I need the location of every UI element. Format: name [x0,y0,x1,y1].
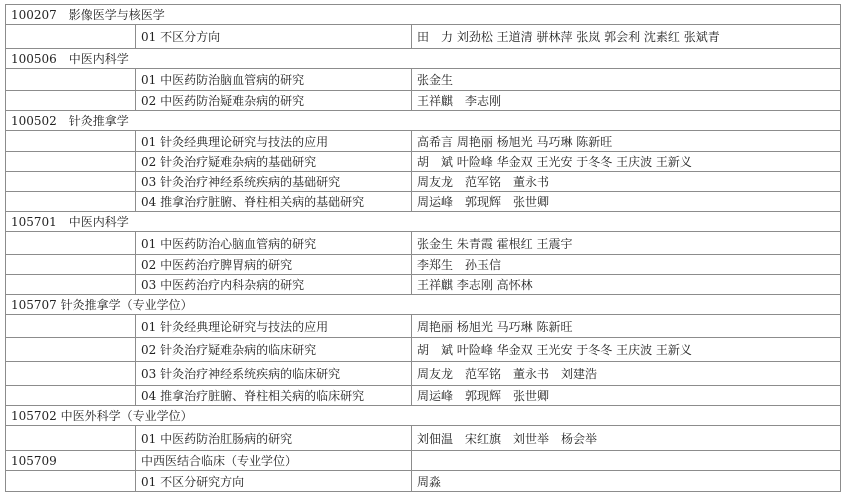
admissions-table [5,4,841,492]
major-row [6,49,841,69]
direction-row [6,172,841,192]
direction-row [6,255,841,275]
major-title: 105702 中医外科学（专业学位） [6,406,841,426]
direction-cell: 02 针灸治疗疑难杂病的临床研究 [136,338,412,362]
teachers-cell: 胡 斌 叶险峰 华金双 王光安 于冬冬 王庆波 王新义 [412,338,841,362]
major-title: 100506 中医内科学 [6,49,841,69]
direction-cell: 03 针灸治疗神经系统疾病的基础研究 [136,172,412,192]
teachers-cell: 周淼 [412,471,841,492]
direction-cell: 01 不区分方向 [136,25,412,49]
teachers-cell: 张金生 [412,69,841,91]
major-title: 105707 针灸推拿学（专业学位） [6,295,841,315]
direction-cell: 01 中医药防治心脑血管病的研究 [136,232,412,255]
direction-cell: 01 针灸经典理论研究与技法的应用 [136,315,412,338]
direction-row [6,192,841,212]
direction-row [6,131,841,152]
blank-cell [6,471,136,492]
major-row [6,5,841,25]
blank-cell [6,255,136,275]
teachers-cell: 周友龙 范军铭 董永书 [412,172,841,192]
major-name-cell: 中西医结合临床（专业学位） [136,451,412,471]
blank-cell [6,152,136,172]
direction-row [6,275,841,295]
blank-cell [6,315,136,338]
direction-cell: 02 中医药防治疑难杂病的研究 [136,91,412,111]
major-title: 105701 中医内科学 [6,212,841,232]
major-row [6,295,841,315]
major-row [6,406,841,426]
direction-row [6,426,841,451]
blank-cell [6,69,136,91]
major-row [6,212,841,232]
teachers-cell: 刘佃温 宋红旗 刘世举 杨会举 [412,426,841,451]
direction-row [6,152,841,172]
blank-cell [6,192,136,212]
blank-cell [6,232,136,255]
teachers-cell [412,451,841,471]
teachers-cell: 周友龙 范军铭 董永书 刘建浩 [412,362,841,386]
blank-cell [6,25,136,49]
teachers-cell: 周运峰 郭现辉 张世卿 [412,192,841,212]
direction-cell: 02 中医药治疗脾胃病的研究 [136,255,412,275]
blank-cell [6,275,136,295]
direction-row [6,315,841,338]
blank-cell [6,172,136,192]
direction-row [6,25,841,49]
direction-row [6,232,841,255]
direction-cell: 01 中医药防治肛肠病的研究 [136,426,412,451]
teachers-cell: 田 力 刘劲松 王道清 骈林萍 张岚 郭会利 沈素红 张斌青 [412,25,841,49]
direction-row [6,471,841,492]
teachers-cell: 李郑生 孙玉信 [412,255,841,275]
blank-cell [6,91,136,111]
teachers-cell: 周艳丽 杨旭光 马巧琳 陈新旺 [412,315,841,338]
direction-row [6,338,841,362]
major-row [6,111,841,131]
teachers-cell: 王祥麒 李志刚 [412,91,841,111]
major-row [6,451,841,471]
teachers-cell: 王祥麒 李志刚 高怀林 [412,275,841,295]
direction-row [6,386,841,406]
teachers-cell: 高希言 周艳丽 杨旭光 马巧琳 陈新旺 [412,131,841,152]
direction-cell: 04 推拿治疗脏腑、脊柱相关病的临床研究 [136,386,412,406]
major-title: 100207 影像医学与核医学 [6,5,841,25]
teachers-cell: 周运峰 郭现辉 张世卿 [412,386,841,406]
blank-cell [6,426,136,451]
teachers-cell: 胡 斌 叶险峰 华金双 王光安 于冬冬 王庆波 王新义 [412,152,841,172]
direction-cell: 03 中医药治疗内科杂病的研究 [136,275,412,295]
direction-cell: 01 中医药防治脑血管病的研究 [136,69,412,91]
major-title: 100502 针灸推拿学 [6,111,841,131]
blank-cell [6,338,136,362]
direction-cell: 04 推拿治疗脏腑、脊柱相关病的基础研究 [136,192,412,212]
major-code-cell: 105709 [6,451,136,471]
direction-cell: 01 不区分研究方向 [136,471,412,492]
direction-cell: 01 针灸经典理论研究与技法的应用 [136,131,412,152]
blank-cell [6,362,136,386]
direction-row [6,69,841,91]
blank-cell [6,131,136,152]
direction-cell: 03 针灸治疗神经系统疾病的临床研究 [136,362,412,386]
direction-row [6,91,841,111]
blank-cell [6,386,136,406]
direction-cell: 02 针灸治疗疑难杂病的基础研究 [136,152,412,172]
direction-row [6,362,841,386]
teachers-cell: 张金生 朱青霞 霍根红 王震宇 [412,232,841,255]
